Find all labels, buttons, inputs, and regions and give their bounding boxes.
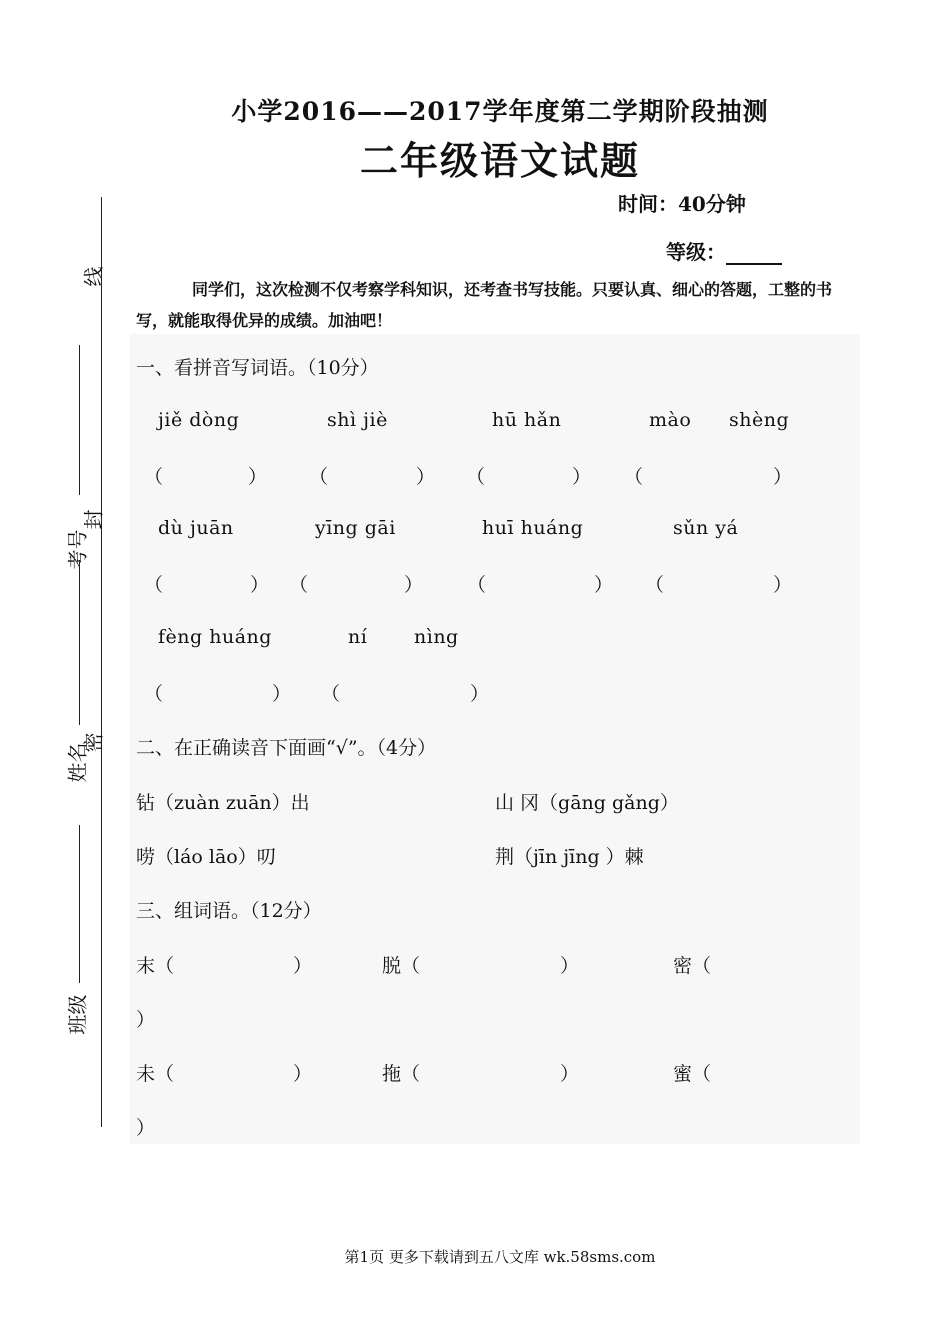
answer-blank-open[interactable]: （ <box>144 574 164 596</box>
exam-title: 二年级语文试题 <box>359 139 640 183</box>
exam-number-label: 考号 <box>65 529 90 570</box>
student-name-label: 姓名 <box>65 742 90 783</box>
word-blank-close: ） <box>136 1117 156 1139</box>
binding-label-seal: 封 <box>81 509 106 530</box>
pinyin-item: yīng gāi <box>315 517 396 539</box>
answer-blank-close: ） <box>272 683 292 705</box>
answer-blank-close: ） <box>404 574 424 596</box>
exam-number-blank[interactable] <box>79 345 80 495</box>
word-blank-close: ） <box>293 955 313 977</box>
answer-blank-close: ） <box>248 466 268 488</box>
word-blank-close: ） <box>293 1063 313 1085</box>
word-blank-close: ） <box>136 1009 156 1031</box>
pinyin-item: sǔn yá <box>673 517 739 539</box>
pinyin-item: fèng huáng <box>158 626 272 648</box>
word-blank-close: ） <box>560 1063 580 1085</box>
pinyin-item: hū hǎn <box>492 409 562 431</box>
exam-time: 时间：40分钟 <box>618 192 746 216</box>
section3-title: 三、组词语。（12分） <box>136 900 322 922</box>
word-prompt[interactable]: 拖（ <box>382 1063 421 1085</box>
answer-blank-open[interactable]: （ <box>321 683 341 705</box>
answer-blank-open[interactable]: （ <box>624 466 644 488</box>
answer-blank-open[interactable]: （ <box>144 683 164 705</box>
word-blank-close: ） <box>560 955 580 977</box>
answer-blank-close: ） <box>470 683 490 705</box>
answer-blank-close: ） <box>572 466 592 488</box>
page-footer: 第1页 更多下载请到五八文库 wk.58sms.com <box>344 1248 656 1266</box>
exam-subtitle: 小学2016——2017学年度第二学期阶段抽测 <box>231 97 769 126</box>
pronunciation-item[interactable]: 唠（láo lāo）叨 <box>136 846 276 868</box>
pinyin-item: dù juān <box>158 517 234 539</box>
pinyin-item: shì jiè <box>327 409 388 431</box>
answer-blank-close: ） <box>773 574 793 596</box>
section2-title: 二、在正确读音下面画“√”。（4分） <box>136 737 437 759</box>
answer-blank-open[interactable]: （ <box>309 466 329 488</box>
section1-title: 一、看拼音写词语。（10分） <box>136 357 379 379</box>
word-prompt[interactable]: 未（ <box>136 1063 175 1085</box>
pinyin-item: shèng <box>729 409 790 431</box>
pronunciation-item[interactable]: 钻（zuàn zuān）出 <box>136 792 310 814</box>
intro-text: 同学们，这次检测不仅考察学科知识，还考查书写技能。只要认真、细心的答题，工整的书写，就能取得优异的成绩。加油吧！ <box>136 280 833 330</box>
answer-blank-open[interactable]: （ <box>289 574 309 596</box>
pronunciation-item[interactable]: 荆（jīn jīng ）棘 <box>495 846 644 868</box>
class-label: 班级 <box>65 994 90 1035</box>
answer-blank-close: ） <box>594 574 614 596</box>
pinyin-item: huī huáng <box>482 517 584 539</box>
class-blank[interactable] <box>79 825 80 983</box>
student-name-blank[interactable] <box>79 560 80 725</box>
pinyin-item: ní <box>348 626 368 648</box>
binding-label-secret: 密 <box>81 732 106 753</box>
binding-label-line: 线 <box>81 266 106 287</box>
pinyin-item: jiě dòng <box>158 409 240 431</box>
answer-blank-open[interactable]: （ <box>144 466 164 488</box>
answer-blank-close: ） <box>250 574 270 596</box>
word-prompt[interactable]: 蜜（ <box>673 1063 712 1085</box>
binding-margin-rule <box>101 197 102 1127</box>
grade-field <box>666 236 782 265</box>
grade-blank[interactable] <box>726 243 782 265</box>
pronunciation-item[interactable]: 山 冈（gāng gǎng） <box>495 792 679 814</box>
pinyin-item: nìng <box>414 626 459 648</box>
answer-blank-close: ） <box>416 466 436 488</box>
pinyin-item: mào <box>649 409 692 431</box>
grade-label: 等级： <box>666 240 726 264</box>
answer-blank-close: ） <box>773 466 793 488</box>
word-prompt[interactable]: 密（ <box>673 955 712 977</box>
answer-blank-open[interactable]: （ <box>466 466 486 488</box>
word-prompt[interactable]: 脱（ <box>382 955 421 977</box>
answer-blank-open[interactable]: （ <box>467 574 487 596</box>
answer-blank-open[interactable]: （ <box>645 574 665 596</box>
word-prompt[interactable]: 末（ <box>136 955 175 977</box>
